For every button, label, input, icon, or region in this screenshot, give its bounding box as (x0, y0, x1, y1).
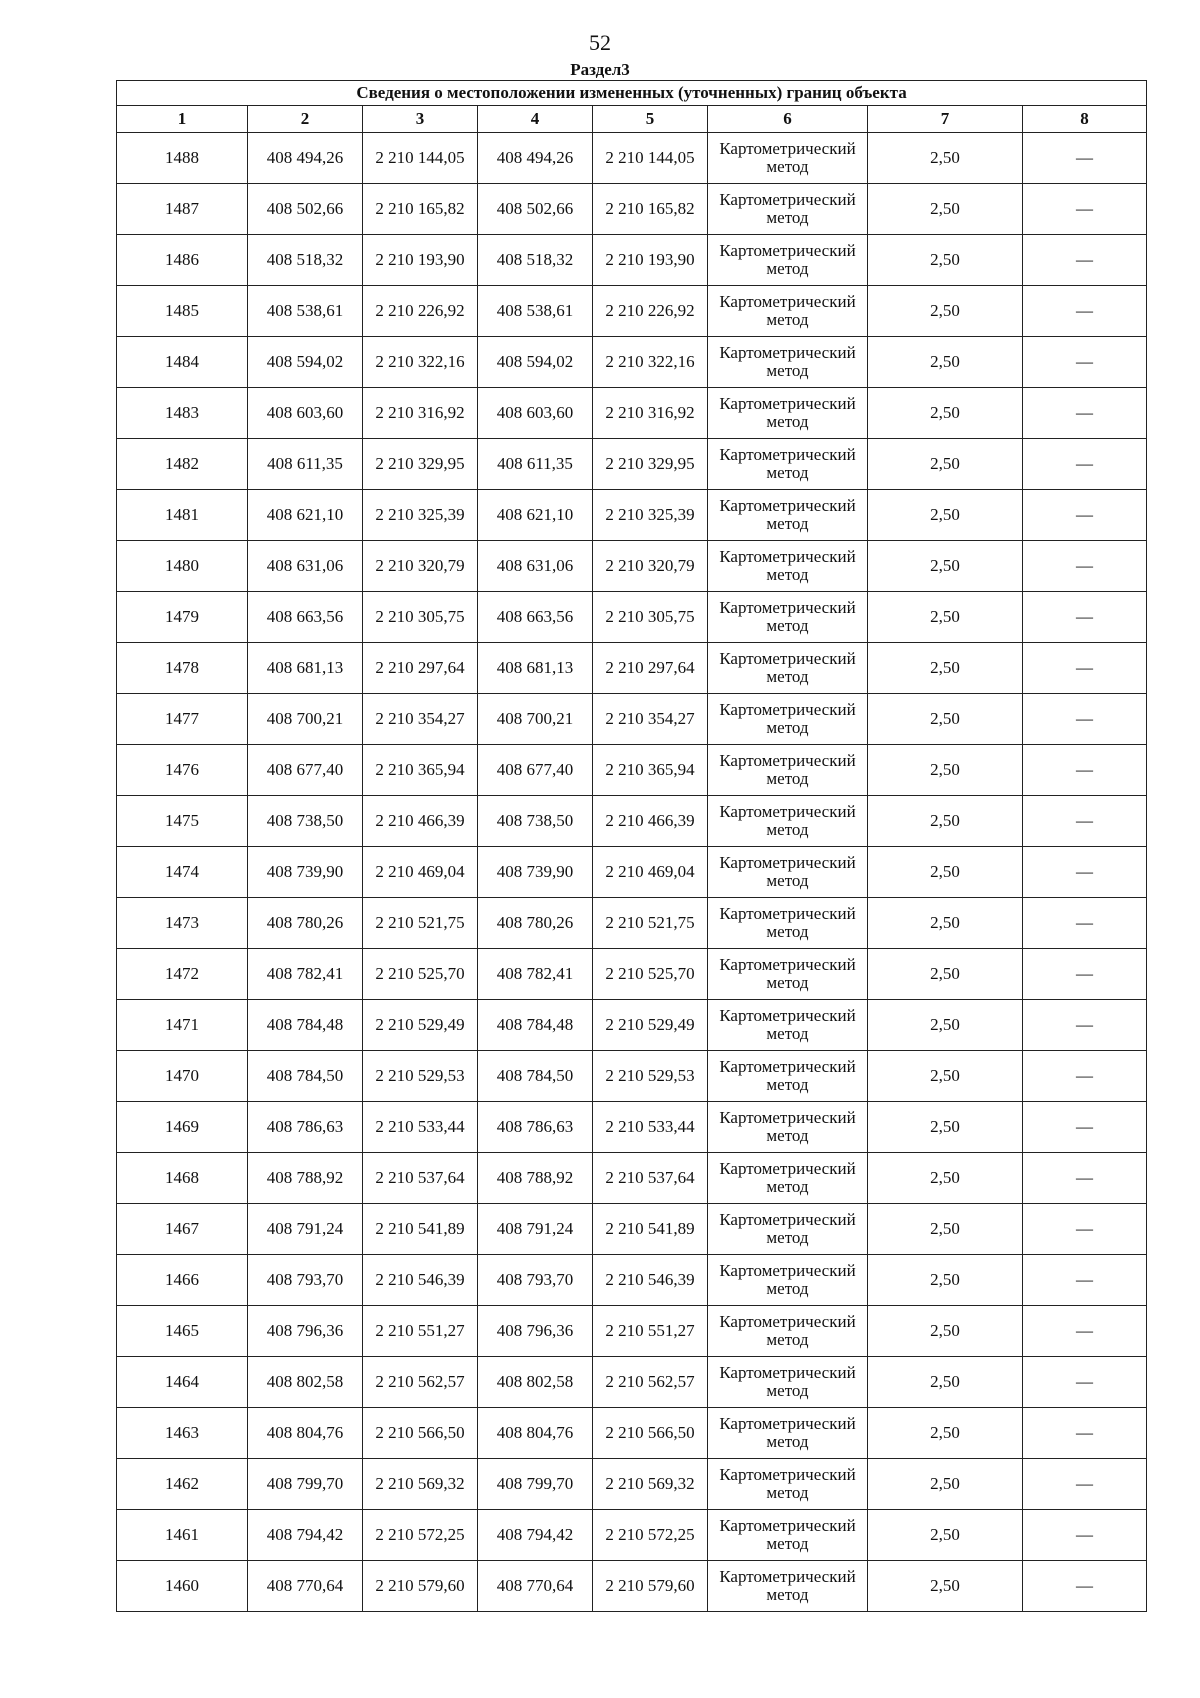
point-number-cell: 1486 (117, 235, 248, 286)
method-cell: Картометрический метод (708, 1510, 868, 1561)
accuracy-cell: 2,50 (868, 898, 1023, 949)
point-number-cell: 1488 (117, 133, 248, 184)
y-existing-cell: 2 210 329,95 (363, 439, 478, 490)
method-cell: Картометрический метод (708, 1153, 868, 1204)
point-number-cell: 1462 (117, 1459, 248, 1510)
method-cell: Картометрический метод (708, 847, 868, 898)
accuracy-cell: 2,50 (868, 1153, 1023, 1204)
y-new-cell: 2 210 297,64 (593, 643, 708, 694)
y-existing-cell: 2 210 529,49 (363, 1000, 478, 1051)
method-cell: Картометрический метод (708, 1051, 868, 1102)
description-cell: — (1023, 388, 1147, 439)
table-row (117, 1255, 1147, 1306)
boundary-coordinates-table (116, 80, 1147, 1612)
y-existing-cell: 2 210 541,89 (363, 1204, 478, 1255)
y-new-cell: 2 210 144,05 (593, 133, 708, 184)
x-new-cell: 408 663,56 (478, 592, 593, 643)
accuracy-cell: 2,50 (868, 1408, 1023, 1459)
y-new-cell: 2 210 569,32 (593, 1459, 708, 1510)
x-new-cell: 408 786,63 (478, 1102, 593, 1153)
accuracy-cell: 2,50 (868, 388, 1023, 439)
point-number-cell: 1482 (117, 439, 248, 490)
y-new-cell: 2 210 541,89 (593, 1204, 708, 1255)
accuracy-cell: 2,50 (868, 1357, 1023, 1408)
section-title: Раздел3 (570, 60, 630, 79)
y-new-cell: 2 210 537,64 (593, 1153, 708, 1204)
accuracy-cell: 2,50 (868, 184, 1023, 235)
column-number-3: 3 (363, 106, 478, 133)
y-existing-cell: 2 210 193,90 (363, 235, 478, 286)
y-existing-cell: 2 210 569,32 (363, 1459, 478, 1510)
description-cell: — (1023, 745, 1147, 796)
x-new-cell: 408 681,13 (478, 643, 593, 694)
method-cell: Картометрический метод (708, 592, 868, 643)
method-cell: Картометрический метод (708, 694, 868, 745)
x-new-cell: 408 793,70 (478, 1255, 593, 1306)
y-new-cell: 2 210 193,90 (593, 235, 708, 286)
y-new-cell: 2 210 529,53 (593, 1051, 708, 1102)
description-cell: — (1023, 133, 1147, 184)
accuracy-cell: 2,50 (868, 694, 1023, 745)
description-cell: — (1023, 1153, 1147, 1204)
description-cell: — (1023, 1357, 1147, 1408)
description-cell: — (1023, 694, 1147, 745)
x-existing-cell: 408 799,70 (248, 1459, 363, 1510)
accuracy-cell: 2,50 (868, 745, 1023, 796)
y-new-cell: 2 210 533,44 (593, 1102, 708, 1153)
method-cell: Картометрический метод (708, 1204, 868, 1255)
table-row (117, 745, 1147, 796)
x-existing-cell: 408 631,06 (248, 541, 363, 592)
description-cell: — (1023, 1408, 1147, 1459)
y-existing-cell: 2 210 365,94 (363, 745, 478, 796)
accuracy-cell: 2,50 (868, 1306, 1023, 1357)
x-new-cell: 408 799,70 (478, 1459, 593, 1510)
table-row (117, 847, 1147, 898)
point-number-cell: 1485 (117, 286, 248, 337)
x-new-cell: 408 791,24 (478, 1204, 593, 1255)
description-cell: — (1023, 184, 1147, 235)
description-cell: — (1023, 1000, 1147, 1051)
x-new-cell: 408 788,92 (478, 1153, 593, 1204)
x-existing-cell: 408 518,32 (248, 235, 363, 286)
column-number-7: 7 (868, 106, 1023, 133)
point-number-cell: 1481 (117, 490, 248, 541)
accuracy-cell: 2,50 (868, 643, 1023, 694)
point-number-cell: 1476 (117, 745, 248, 796)
description-cell: — (1023, 286, 1147, 337)
y-existing-cell: 2 210 537,64 (363, 1153, 478, 1204)
x-new-cell: 408 594,02 (478, 337, 593, 388)
x-new-cell: 408 784,50 (478, 1051, 593, 1102)
y-existing-cell: 2 210 551,27 (363, 1306, 478, 1357)
point-number-cell: 1478 (117, 643, 248, 694)
description-cell: — (1023, 1204, 1147, 1255)
x-new-cell: 408 621,10 (478, 490, 593, 541)
x-new-cell: 408 502,66 (478, 184, 593, 235)
x-existing-cell: 408 784,50 (248, 1051, 363, 1102)
y-existing-cell: 2 210 525,70 (363, 949, 478, 1000)
accuracy-cell: 2,50 (868, 1255, 1023, 1306)
description-cell: — (1023, 1102, 1147, 1153)
method-cell: Картометрический метод (708, 133, 868, 184)
method-cell: Картометрический метод (708, 796, 868, 847)
table-row (117, 592, 1147, 643)
point-number-cell: 1468 (117, 1153, 248, 1204)
accuracy-cell: 2,50 (868, 439, 1023, 490)
x-new-cell: 408 782,41 (478, 949, 593, 1000)
table-row (117, 388, 1147, 439)
method-cell: Картометрический метод (708, 286, 868, 337)
y-existing-cell: 2 210 165,82 (363, 184, 478, 235)
table-row (117, 1459, 1147, 1510)
x-existing-cell: 408 788,92 (248, 1153, 363, 1204)
column-number-6: 6 (708, 106, 868, 133)
x-new-cell: 408 796,36 (478, 1306, 593, 1357)
y-new-cell: 2 210 165,82 (593, 184, 708, 235)
x-new-cell: 408 518,32 (478, 235, 593, 286)
method-cell: Картометрический метод (708, 235, 868, 286)
column-number-5: 5 (593, 106, 708, 133)
x-new-cell: 408 538,61 (478, 286, 593, 337)
method-cell: Картометрический метод (708, 541, 868, 592)
x-existing-cell: 408 786,63 (248, 1102, 363, 1153)
method-cell: Картометрический метод (708, 643, 868, 694)
table-row (117, 643, 1147, 694)
x-new-cell: 408 770,64 (478, 1561, 593, 1612)
method-cell: Картометрический метод (708, 439, 868, 490)
x-existing-cell: 408 794,42 (248, 1510, 363, 1561)
accuracy-cell: 2,50 (868, 1000, 1023, 1051)
y-existing-cell: 2 210 354,27 (363, 694, 478, 745)
accuracy-cell: 2,50 (868, 1051, 1023, 1102)
table-row (117, 949, 1147, 1000)
x-new-cell: 408 611,35 (478, 439, 593, 490)
point-number-cell: 1483 (117, 388, 248, 439)
x-existing-cell: 408 793,70 (248, 1255, 363, 1306)
description-cell: — (1023, 541, 1147, 592)
table-row (117, 796, 1147, 847)
description-cell: — (1023, 847, 1147, 898)
y-existing-cell: 2 210 297,64 (363, 643, 478, 694)
method-cell: Картометрический метод (708, 898, 868, 949)
table-row (117, 184, 1147, 235)
point-number-cell: 1479 (117, 592, 248, 643)
y-new-cell: 2 210 305,75 (593, 592, 708, 643)
column-number-2: 2 (248, 106, 363, 133)
description-cell: — (1023, 1051, 1147, 1102)
x-existing-cell: 408 804,76 (248, 1408, 363, 1459)
point-number-cell: 1470 (117, 1051, 248, 1102)
x-new-cell: 408 784,48 (478, 1000, 593, 1051)
description-cell: — (1023, 796, 1147, 847)
x-new-cell: 408 804,76 (478, 1408, 593, 1459)
x-existing-cell: 408 663,56 (248, 592, 363, 643)
x-existing-cell: 408 796,36 (248, 1306, 363, 1357)
point-number-cell: 1484 (117, 337, 248, 388)
x-existing-cell: 408 611,35 (248, 439, 363, 490)
y-existing-cell: 2 210 320,79 (363, 541, 478, 592)
x-existing-cell: 408 700,21 (248, 694, 363, 745)
method-cell: Картометрический метод (708, 1255, 868, 1306)
x-new-cell: 408 677,40 (478, 745, 593, 796)
x-new-cell: 408 802,58 (478, 1357, 593, 1408)
description-cell: — (1023, 1510, 1147, 1561)
point-number-cell: 1467 (117, 1204, 248, 1255)
x-existing-cell: 408 494,26 (248, 133, 363, 184)
y-new-cell: 2 210 354,27 (593, 694, 708, 745)
y-existing-cell: 2 210 566,50 (363, 1408, 478, 1459)
x-existing-cell: 408 621,10 (248, 490, 363, 541)
y-new-cell: 2 210 322,16 (593, 337, 708, 388)
y-existing-cell: 2 210 305,75 (363, 592, 478, 643)
y-existing-cell: 2 210 533,44 (363, 1102, 478, 1153)
y-existing-cell: 2 210 562,57 (363, 1357, 478, 1408)
description-cell: — (1023, 1561, 1147, 1612)
y-existing-cell: 2 210 144,05 (363, 133, 478, 184)
point-number-cell: 1473 (117, 898, 248, 949)
x-existing-cell: 408 782,41 (248, 949, 363, 1000)
method-cell: Картометрический метод (708, 745, 868, 796)
description-cell: — (1023, 337, 1147, 388)
x-new-cell: 408 494,26 (478, 133, 593, 184)
x-existing-cell: 408 538,61 (248, 286, 363, 337)
table-row (117, 1561, 1147, 1612)
method-cell: Картометрический метод (708, 1561, 868, 1612)
table-row (117, 1510, 1147, 1561)
accuracy-cell: 2,50 (868, 847, 1023, 898)
table-row (117, 235, 1147, 286)
point-number-cell: 1469 (117, 1102, 248, 1153)
y-new-cell: 2 210 546,39 (593, 1255, 708, 1306)
method-cell: Картометрический метод (708, 337, 868, 388)
column-number-1: 1 (117, 106, 248, 133)
table-row (117, 898, 1147, 949)
y-new-cell: 2 210 521,75 (593, 898, 708, 949)
point-number-cell: 1465 (117, 1306, 248, 1357)
table-row (117, 1153, 1147, 1204)
method-cell: Картометрический метод (708, 1306, 868, 1357)
accuracy-cell: 2,50 (868, 949, 1023, 1000)
y-new-cell: 2 210 572,25 (593, 1510, 708, 1561)
table-row (117, 1051, 1147, 1102)
x-existing-cell: 408 594,02 (248, 337, 363, 388)
method-cell: Картометрический метод (708, 184, 868, 235)
x-existing-cell: 408 677,40 (248, 745, 363, 796)
x-new-cell: 408 700,21 (478, 694, 593, 745)
point-number-cell: 1471 (117, 1000, 248, 1051)
accuracy-cell: 2,50 (868, 796, 1023, 847)
point-number-cell: 1463 (117, 1408, 248, 1459)
column-number-row (117, 106, 1147, 133)
x-existing-cell: 408 770,64 (248, 1561, 363, 1612)
y-existing-cell: 2 210 466,39 (363, 796, 478, 847)
method-cell: Картометрический метод (708, 1357, 868, 1408)
description-cell: — (1023, 1306, 1147, 1357)
y-existing-cell: 2 210 529,53 (363, 1051, 478, 1102)
table-row (117, 541, 1147, 592)
x-new-cell: 408 794,42 (478, 1510, 593, 1561)
x-existing-cell: 408 502,66 (248, 184, 363, 235)
point-number-cell: 1466 (117, 1255, 248, 1306)
point-number-cell: 1460 (117, 1561, 248, 1612)
x-new-cell: 408 631,06 (478, 541, 593, 592)
y-existing-cell: 2 210 226,92 (363, 286, 478, 337)
accuracy-cell: 2,50 (868, 1102, 1023, 1153)
method-cell: Картометрический метод (708, 490, 868, 541)
table-body (117, 133, 1147, 1612)
table-row (117, 1408, 1147, 1459)
y-new-cell: 2 210 466,39 (593, 796, 708, 847)
accuracy-cell: 2,50 (868, 541, 1023, 592)
accuracy-cell: 2,50 (868, 1459, 1023, 1510)
x-existing-cell: 408 739,90 (248, 847, 363, 898)
description-cell: — (1023, 898, 1147, 949)
accuracy-cell: 2,50 (868, 133, 1023, 184)
y-new-cell: 2 210 320,79 (593, 541, 708, 592)
accuracy-cell: 2,50 (868, 337, 1023, 388)
table-row (117, 439, 1147, 490)
table-row (117, 133, 1147, 184)
y-new-cell: 2 210 365,94 (593, 745, 708, 796)
y-new-cell: 2 210 566,50 (593, 1408, 708, 1459)
table-row (117, 286, 1147, 337)
y-new-cell: 2 210 525,70 (593, 949, 708, 1000)
y-existing-cell: 2 210 316,92 (363, 388, 478, 439)
method-cell: Картометрический метод (708, 949, 868, 1000)
point-number-cell: 1474 (117, 847, 248, 898)
accuracy-cell: 2,50 (868, 235, 1023, 286)
y-new-cell: 2 210 329,95 (593, 439, 708, 490)
y-new-cell: 2 210 316,92 (593, 388, 708, 439)
table-row (117, 1306, 1147, 1357)
description-cell: — (1023, 949, 1147, 1000)
table-row (117, 337, 1147, 388)
column-number-4: 4 (478, 106, 593, 133)
x-existing-cell: 408 681,13 (248, 643, 363, 694)
y-new-cell: 2 210 226,92 (593, 286, 708, 337)
description-cell: — (1023, 490, 1147, 541)
accuracy-cell: 2,50 (868, 1561, 1023, 1612)
x-existing-cell: 408 791,24 (248, 1204, 363, 1255)
y-new-cell: 2 210 325,39 (593, 490, 708, 541)
point-number-cell: 1464 (117, 1357, 248, 1408)
page-number: 52 (589, 30, 611, 55)
accuracy-cell: 2,50 (868, 490, 1023, 541)
table-row (117, 694, 1147, 745)
accuracy-cell: 2,50 (868, 286, 1023, 337)
method-cell: Картометрический метод (708, 1000, 868, 1051)
table-row (117, 1204, 1147, 1255)
point-number-cell: 1472 (117, 949, 248, 1000)
point-number-cell: 1475 (117, 796, 248, 847)
x-existing-cell: 408 738,50 (248, 796, 363, 847)
accuracy-cell: 2,50 (868, 1510, 1023, 1561)
x-existing-cell: 408 603,60 (248, 388, 363, 439)
x-new-cell: 408 739,90 (478, 847, 593, 898)
description-cell: — (1023, 439, 1147, 490)
point-number-cell: 1477 (117, 694, 248, 745)
x-existing-cell: 408 784,48 (248, 1000, 363, 1051)
description-cell: — (1023, 235, 1147, 286)
y-new-cell: 2 210 562,57 (593, 1357, 708, 1408)
description-cell: — (1023, 1255, 1147, 1306)
description-cell: — (1023, 643, 1147, 694)
y-new-cell: 2 210 551,27 (593, 1306, 708, 1357)
table-row (117, 1102, 1147, 1153)
accuracy-cell: 2,50 (868, 592, 1023, 643)
description-cell: — (1023, 592, 1147, 643)
x-existing-cell: 408 802,58 (248, 1357, 363, 1408)
x-new-cell: 408 603,60 (478, 388, 593, 439)
point-number-cell: 1461 (117, 1510, 248, 1561)
table-row (117, 1000, 1147, 1051)
y-existing-cell: 2 210 322,16 (363, 337, 478, 388)
y-existing-cell: 2 210 325,39 (363, 490, 478, 541)
accuracy-cell: 2,50 (868, 1204, 1023, 1255)
method-cell: Картометрический метод (708, 1102, 868, 1153)
y-new-cell: 2 210 529,49 (593, 1000, 708, 1051)
y-existing-cell: 2 210 469,04 (363, 847, 478, 898)
x-existing-cell: 408 780,26 (248, 898, 363, 949)
table-row (117, 1357, 1147, 1408)
table-caption: Сведения о местоположении измененных (уточненных) границ объекта (117, 81, 1147, 106)
x-new-cell: 408 738,50 (478, 796, 593, 847)
y-existing-cell: 2 210 521,75 (363, 898, 478, 949)
y-existing-cell: 2 210 579,60 (363, 1561, 478, 1612)
point-number-cell: 1487 (117, 184, 248, 235)
method-cell: Картометрический метод (708, 1459, 868, 1510)
description-cell: — (1023, 1459, 1147, 1510)
point-number-cell: 1480 (117, 541, 248, 592)
table-row (117, 490, 1147, 541)
column-number-8: 8 (1023, 106, 1147, 133)
method-cell: Картометрический метод (708, 1408, 868, 1459)
y-existing-cell: 2 210 546,39 (363, 1255, 478, 1306)
y-new-cell: 2 210 469,04 (593, 847, 708, 898)
x-new-cell: 408 780,26 (478, 898, 593, 949)
method-cell: Картометрический метод (708, 388, 868, 439)
y-existing-cell: 2 210 572,25 (363, 1510, 478, 1561)
y-new-cell: 2 210 579,60 (593, 1561, 708, 1612)
